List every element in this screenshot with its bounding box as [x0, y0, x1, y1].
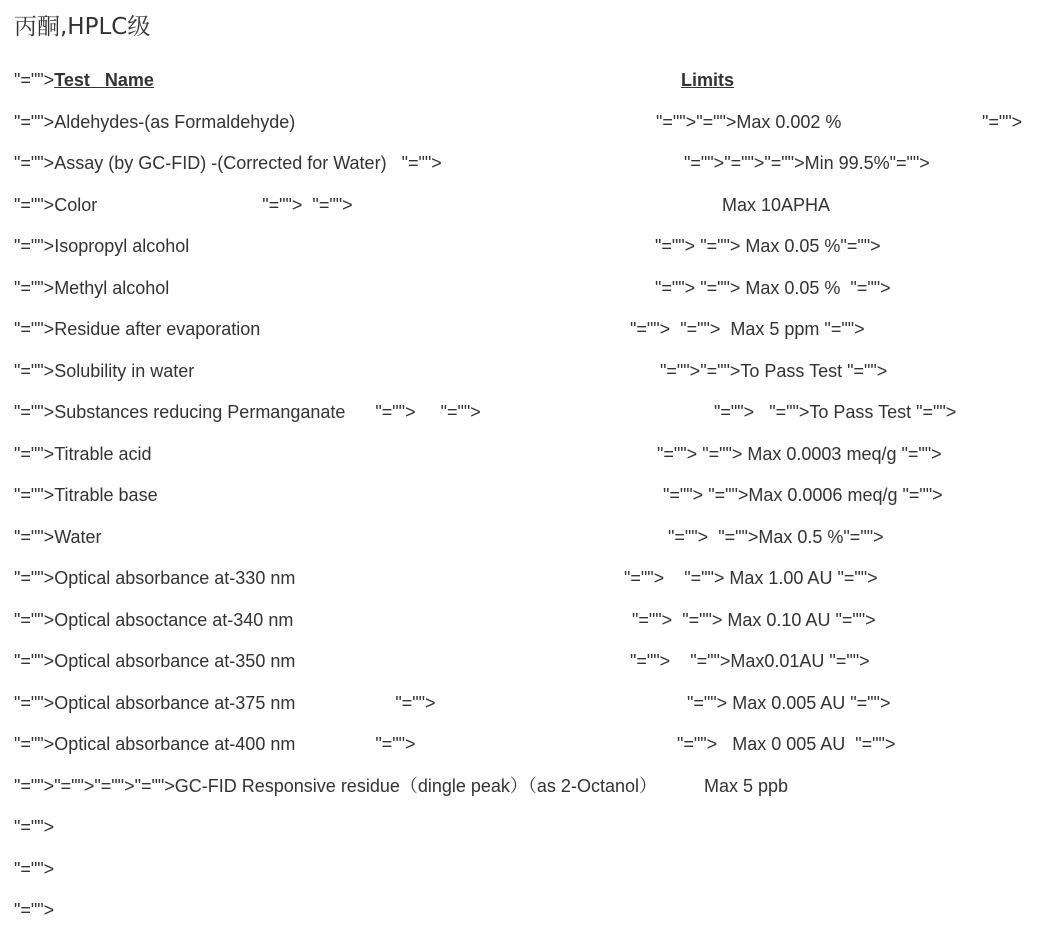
test-name: "="">Optical absorbance at-400 nm "=""> — [14, 734, 416, 754]
limits-header: Limits — [681, 70, 735, 90]
test-limit: "="">"="">To Pass Test "=""> — [660, 361, 888, 381]
test-limit: "=""> "="">Max 0.0006 meq/g "=""> — [663, 485, 943, 505]
empty-row: "=""> — [14, 859, 55, 879]
test-name: "="">Color "=""> "=""> — [14, 195, 353, 215]
test-name: "="">Optical absorbance at-375 nm "=""> — [14, 693, 436, 713]
header-row — [14, 69, 154, 91]
test-name-header: Test Name — [54, 70, 154, 90]
test-name: "="">Aldehydes-(as Formaldehyde) — [14, 112, 296, 132]
test-limit: "=""> "="">To Pass Test "=""> — [714, 402, 957, 422]
test-limit: "=""> "=""> Max 0.05 %"=""> — [655, 236, 881, 256]
empty-row: "=""> — [14, 817, 55, 837]
test-name: "="">"="">"="">"="">GC-FID Responsive residue（dingle peak）（as 2-Octanol） — [14, 776, 657, 796]
test-limit: "=""> Max 0 005 AU "=""> — [677, 734, 896, 754]
test-limit: "=""> "="">Max 0.5 %"=""> — [668, 527, 884, 547]
test-limit: "="">"="">Max 0.002 % — [656, 112, 842, 132]
test-name: "="">Optical absoctance at-340 nm — [14, 610, 294, 630]
test-name: "="">Isopropyl alcohol — [14, 236, 190, 256]
test-limit: "=""> Max 0.005 AU "=""> — [687, 693, 891, 713]
test-name: "="">Water — [14, 527, 102, 547]
test-name: "="">Assay (by GC-FID) -(Corrected for Water) "=""> — [14, 153, 442, 173]
row-extra-markup: "=""> — [982, 112, 1023, 132]
header-prefix: "=""> — [14, 70, 55, 90]
test-limit: "=""> "="">Max0.01AU "=""> — [630, 651, 870, 671]
test-name: "="">Titrable base — [14, 485, 158, 505]
test-name: "="">Titrable acid — [14, 444, 152, 464]
test-limit: "=""> "=""> Max 0.05 % "=""> — [655, 278, 891, 298]
test-name: "="">Residue after evaporation — [14, 319, 261, 339]
test-name: "="">Solubility in water — [14, 361, 195, 381]
test-limit: Max 5 ppb — [704, 776, 789, 796]
test-limit: "=""> "=""> Max 1.00 AU "=""> — [624, 568, 878, 588]
page-title: 丙酮,HPLC级 — [14, 14, 151, 40]
test-name: "="">Optical absorbance at-330 nm — [14, 568, 296, 588]
test-name: "="">Methyl alcohol — [14, 278, 170, 298]
test-limit: "="">"="">"="">Min 99.5%"=""> — [684, 153, 930, 173]
test-limit: "=""> "=""> Max 5 ppm "=""> — [630, 319, 865, 339]
empty-row: "=""> — [14, 900, 55, 920]
test-name: "="">Substances reducing Permanganate "=""> "=""> — [14, 402, 481, 422]
test-name: "="">Optical absorbance at-350 nm — [14, 651, 296, 671]
test-limit: "=""> "=""> Max 0.10 AU "=""> — [632, 610, 876, 630]
test-limit: Max 10APHA — [722, 195, 831, 215]
test-limit: "=""> "=""> Max 0.0003 meq/g "=""> — [657, 444, 942, 464]
